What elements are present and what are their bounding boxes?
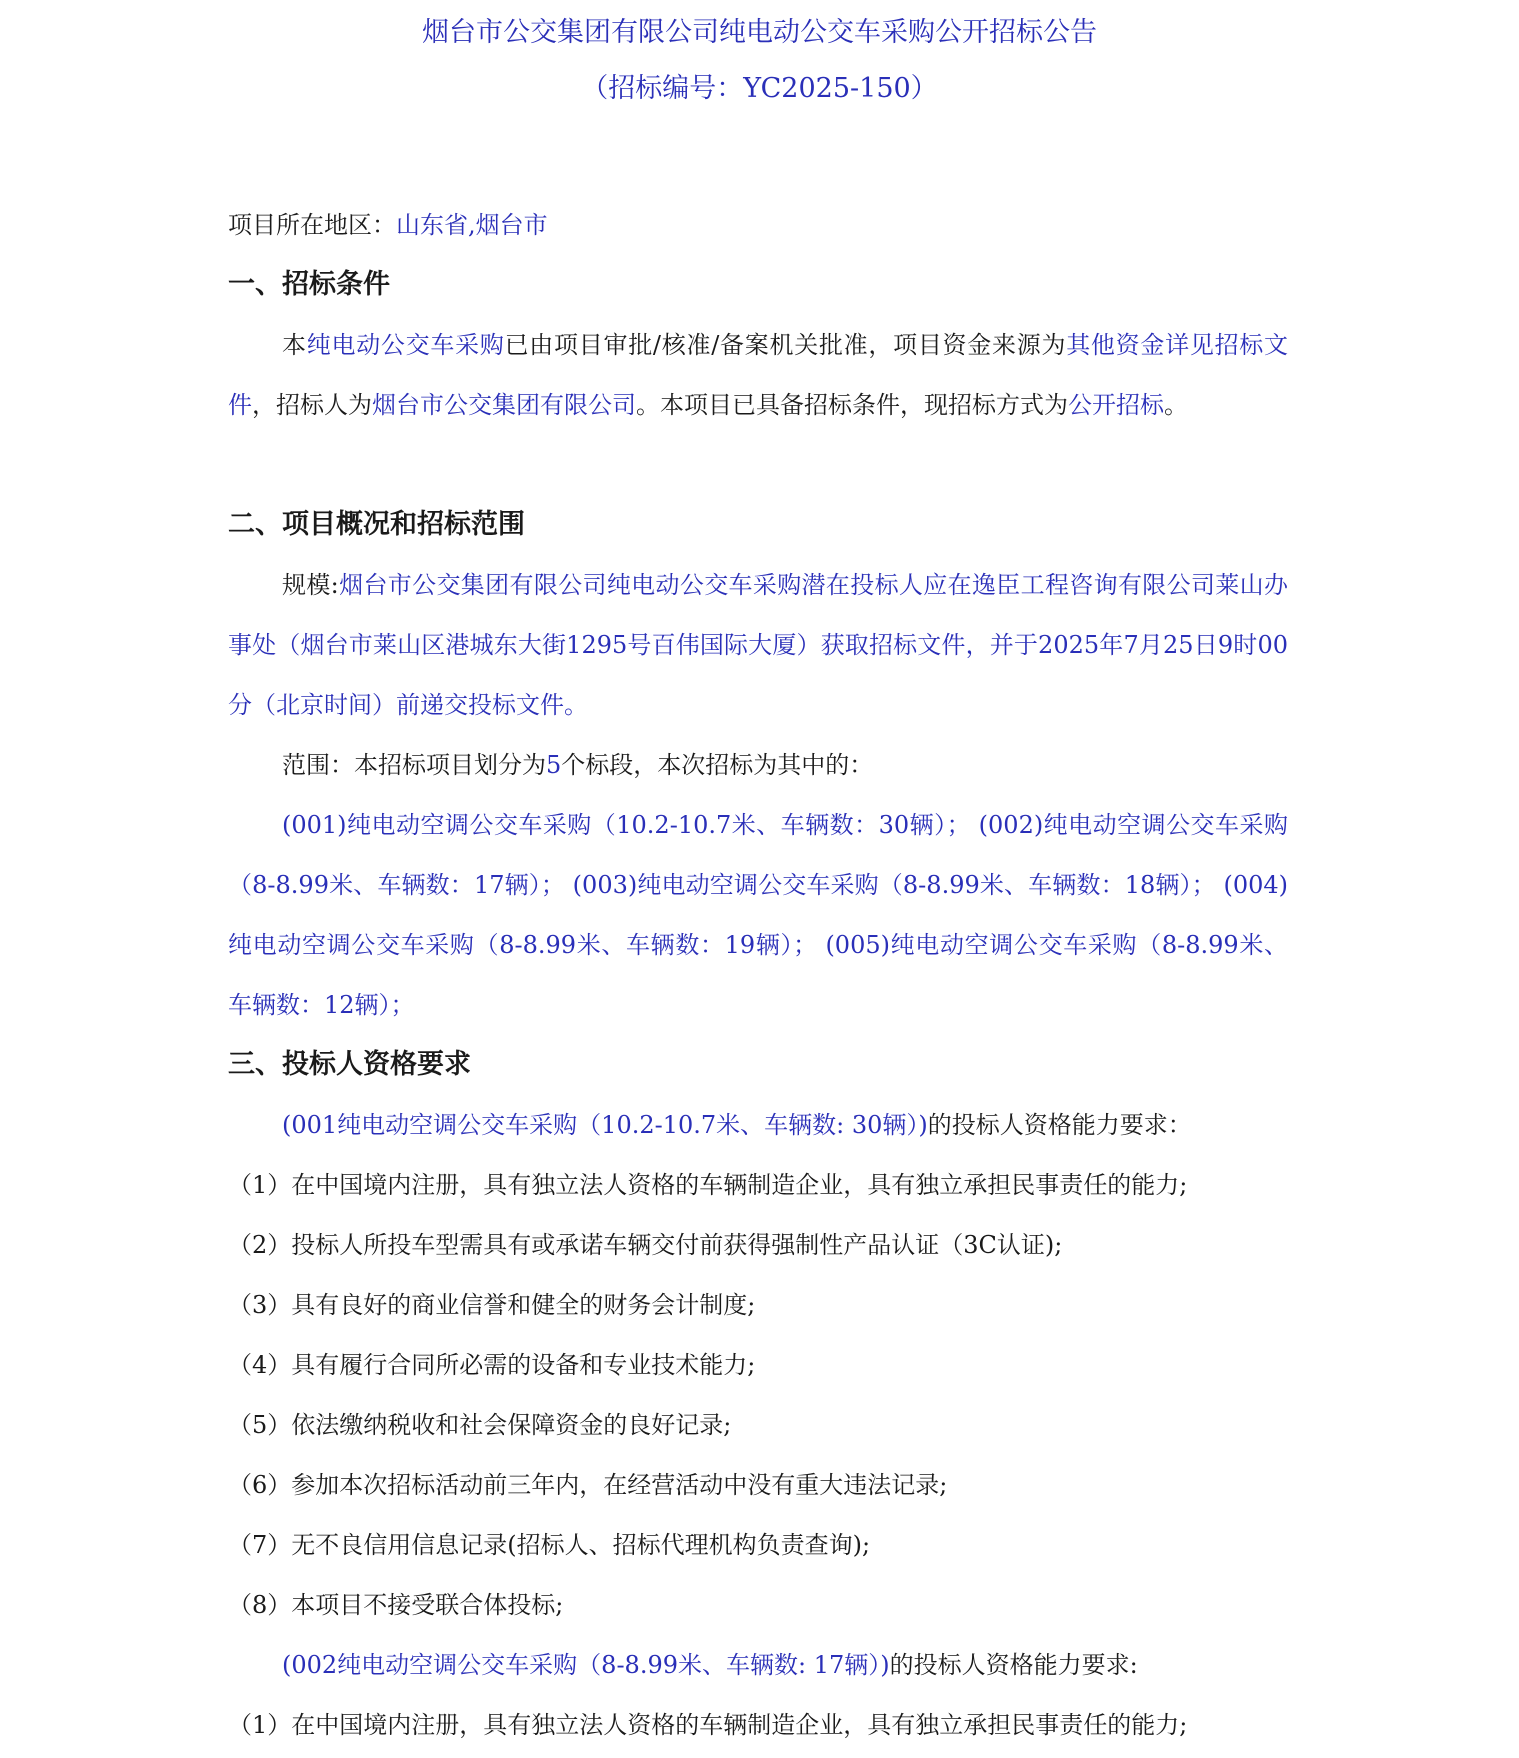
requirement-item: （4）具有履行合同所必需的设备和专业技术能力; (228, 1351, 756, 1379)
document-title: 烟台市公交集团有限公司纯电动公交车采购公开招标公告 (422, 17, 1097, 48)
lots-paragraph: (001)纯电动空调公交车采购（10.2-10.7米、车辆数：30辆）； (002)纯电动空调公交车采购（8-8.99米、车辆数：17辆）； (003)纯电动空调公交车采购（8-8.99米、车辆数：18辆）； (004)纯电动空调公交车采购（8-8.99米、车辆数：19辆）； (005)纯电动空调公交车采购（8-8.99米、车辆数：12辆）； (228, 811, 1288, 1019)
lot-count: 5 (546, 751, 562, 779)
text-span: 本 (282, 331, 307, 359)
section3-heading: 三、投标人资格要求 (228, 1049, 471, 1080)
text-span: ，招标人为 (252, 391, 372, 419)
project-name: 纯电动公交车采购 (306, 331, 505, 359)
bid-number: （招标编号：YC2025-150） (581, 73, 938, 104)
lot2-name: (002纯电动空调公交车采购（8-8.99米、车辆数: 17辆）) (282, 1651, 890, 1679)
requirement-item: （7）无不良信用信息记录(招标人、招标代理机构负责查询); (228, 1531, 871, 1559)
requirement-item: （1）在中国境内注册，具有独立法人资格的车辆制造企业，具有独立承担民事责任的能力; (228, 1171, 1188, 1199)
text-span: 。 (1164, 391, 1188, 419)
text-span: 。本项目已具备招标条件，现招标方式为 (636, 391, 1068, 419)
tenderer-name: 烟台市公交集团有限公司 (372, 391, 636, 419)
requirement-item: （1）在中国境内注册，具有独立法人资格的车辆制造企业，具有独立承担民事责任的能力; (228, 1711, 1188, 1739)
text-span: 范围：本招标项目划分为 (282, 751, 546, 779)
scale-text: 烟台市公交集团有限公司纯电动公交车采购潜在投标人应在逸臣工程咨询有限公司莱山办事处（烟台市莱山区港城东大街1295号百伟国际大厦）获取招标文件，并于2025年7月25日9时00分（北京时间）前递交投标文件。 (228, 571, 1288, 719)
text-span: 的投标人资格能力要求: (889, 1651, 1138, 1679)
region-value: 山东省,烟台市 (396, 211, 548, 239)
fund-source: 其他资金详见招标文件 (228, 331, 1289, 419)
section1-paragraph (228, 315, 1288, 435)
requirement-item: （2）投标人所投车型需具有或承诺车辆交付前获得强制性产品认证（3C认证); (228, 1231, 1063, 1259)
tender-method: 公开招标 (1068, 391, 1164, 419)
text-span: 的投标人资格能力要求： (927, 1111, 1192, 1139)
scale-paragraph (228, 555, 1288, 735)
lot1-name: (001纯电动空调公交车采购（10.2-10.7米、车辆数: 30辆）) (282, 1111, 928, 1139)
requirement-item: （6）参加本次招标活动前三年内，在经营活动中没有重大违法记录; (228, 1471, 948, 1499)
lot2-requirements-intro (228, 1635, 1288, 1695)
requirement-item: （8）本项目不接受联合体投标; (228, 1591, 564, 1619)
region-label: 项目所在地区： (228, 211, 396, 239)
section2-heading: 二、项目概况和招标范围 (228, 509, 525, 540)
requirement-item: （3）具有良好的商业信誉和健全的财务会计制度; (228, 1291, 756, 1319)
scope-paragraph (228, 735, 1288, 795)
section1-heading: 一、招标条件 (228, 269, 390, 300)
region-line (228, 195, 1288, 255)
scale-label: 规模: (282, 571, 339, 599)
text-span: 个标段，本次招标为其中的： (561, 751, 874, 779)
requirement-item: （5）依法缴纳税收和社会保障资金的良好记录; (228, 1411, 732, 1439)
lot1-requirements-intro (228, 1095, 1288, 1155)
text-span: 已由项目审批/核准/备案机关批准，项目资金来源为 (504, 331, 1067, 359)
